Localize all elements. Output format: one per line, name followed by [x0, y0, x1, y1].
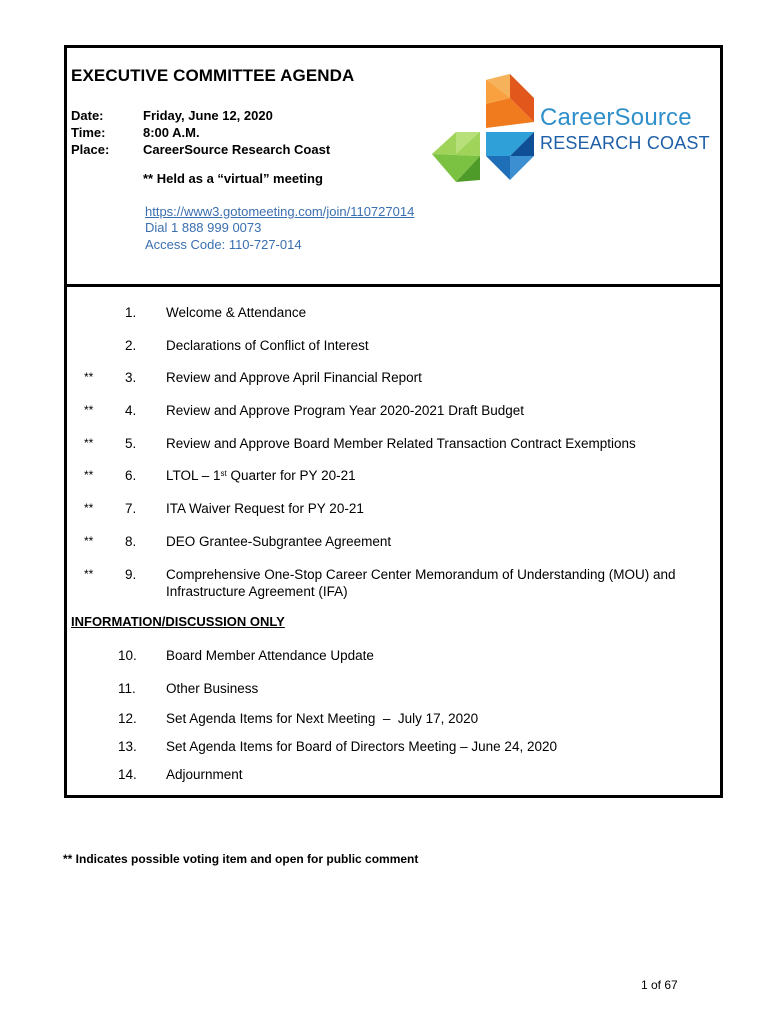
access-code: Access Code: 110-727-014 — [145, 237, 302, 252]
virtual-meeting-note: ** Held as a “virtual” meeting — [143, 171, 323, 186]
agenda-item-text: Review and Approve April Financial Report — [166, 370, 422, 385]
agenda-item-number: 9. — [125, 567, 137, 582]
agenda-item-text: Review and Approve Program Year 2020-2021 Draft Budget — [166, 403, 524, 418]
place-label: Place: — [71, 142, 110, 157]
voting-marker: ** — [84, 370, 94, 384]
agenda-item-number: 4. — [125, 403, 137, 418]
logo-text-careersource: CareerSource — [540, 104, 692, 131]
info-item-text: Set Agenda Items for Board of Directors Meeting – June 24, 2020 — [166, 739, 557, 754]
agenda-item-number: 5. — [125, 436, 137, 451]
agenda-item-text: Review and Approve Board Member Related Transaction Contract Exemptions — [166, 436, 636, 451]
date-value: Friday, June 12, 2020 — [143, 108, 273, 123]
info-discussion-heading: INFORMATION/DISCUSSION ONLY — [71, 614, 285, 629]
voting-marker: ** — [84, 468, 94, 482]
voting-marker: ** — [84, 534, 94, 548]
info-item-number: 10. — [118, 648, 137, 663]
voting-marker: ** — [84, 403, 94, 417]
agenda-item-text: LTOL – 1st Quarter for PY 20-21 — [166, 468, 356, 483]
agenda-item-text: Welcome & Attendance — [166, 305, 307, 320]
agenda-item-text: DEO Grantee-Subgrantee Agreement — [166, 534, 392, 549]
logo-text-research-coast: RESEARCH COAST — [540, 133, 710, 153]
agenda-item-number: 6. — [125, 468, 137, 483]
place-value: CareerSource Research Coast — [143, 142, 331, 157]
info-item-text: Adjournment — [166, 767, 243, 782]
date-label: Date: — [71, 108, 104, 123]
page-title: EXECUTIVE COMMITTEE AGENDA — [71, 66, 355, 85]
agenda-item-number: 2. — [125, 338, 137, 353]
info-item-number: 11. — [118, 681, 136, 696]
voting-footnote: ** Indicates possible voting item and open for public comment — [63, 852, 419, 866]
info-item-text: Set Agenda Items for Next Meeting – July 17, 2020 — [166, 711, 479, 726]
info-item-number: 12. — [118, 711, 137, 726]
time-label: Time: — [71, 125, 106, 140]
voting-marker: ** — [84, 436, 94, 450]
agenda-item-number: 1. — [125, 305, 137, 320]
agenda-item-text: Comprehensive One-Stop Career Center Memorandum of Understanding (MOU) and Infrastructure Agreement (IFA) — [166, 567, 676, 599]
agenda-item-number: 8. — [125, 534, 137, 549]
agenda-item-text: Declarations of Conflict of Interest — [166, 338, 369, 353]
agenda-item-number: 3. — [125, 370, 137, 385]
voting-marker: ** — [84, 501, 94, 515]
time-value: 8:00 A.M. — [143, 125, 200, 140]
voting-marker: ** — [84, 567, 94, 581]
info-item-text: Board Member Attendance Update — [166, 648, 374, 663]
info-item-number: 13. — [118, 739, 137, 754]
page-number: 1 of 67 — [641, 978, 678, 992]
agenda-item-number: 7. — [125, 501, 137, 516]
info-item-number: 14. — [118, 767, 137, 782]
dial-number: Dial 1 888 999 0073 — [145, 220, 262, 235]
info-item-text: Other Business — [166, 681, 259, 696]
meeting-link[interactable]: https://www3.gotomeeting.com/join/110727014 — [145, 204, 415, 219]
agenda-item-text: ITA Waiver Request for PY 20-21 — [166, 501, 364, 516]
